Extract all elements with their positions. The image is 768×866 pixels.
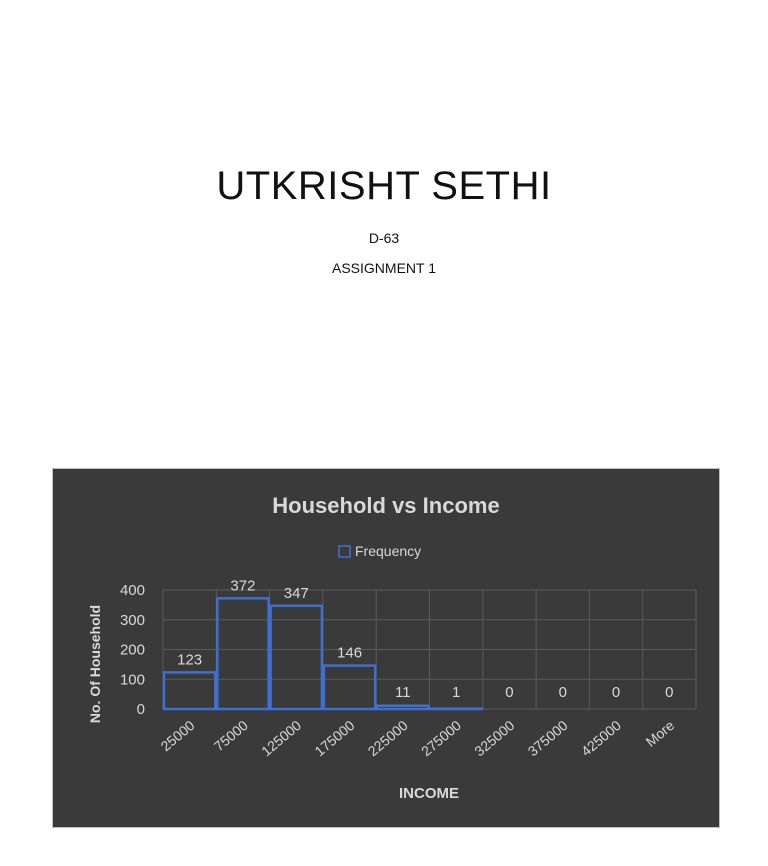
x-tick-label: 75000 bbox=[210, 717, 251, 755]
y-tick-label: 300 bbox=[119, 611, 145, 629]
x-tick-label: 275000 bbox=[418, 717, 465, 760]
roll-number: D-63 bbox=[368, 230, 400, 246]
author-name: UTKRISHT SETHI bbox=[216, 164, 552, 208]
histogram-bar bbox=[164, 672, 215, 709]
x-tick-label: 175000 bbox=[311, 717, 358, 760]
data-label: 0 bbox=[611, 684, 621, 701]
y-tick-label: 0 bbox=[136, 701, 145, 718]
data-label: 11 bbox=[395, 684, 411, 701]
x-tick-label: 225000 bbox=[364, 717, 411, 760]
data-label: 1 bbox=[451, 684, 461, 701]
y-ticks bbox=[120, 582, 145, 718]
data-label: 372 bbox=[230, 577, 256, 595]
data-label: 146 bbox=[337, 644, 363, 662]
data-label: 0 bbox=[665, 684, 674, 701]
data-label: 0 bbox=[505, 684, 514, 701]
x-axis-label: INCOME bbox=[399, 785, 459, 802]
x-ticks bbox=[157, 717, 677, 759]
data-label: 0 bbox=[558, 684, 567, 701]
x-tick-label: 325000 bbox=[471, 717, 518, 760]
x-tick-label: 425000 bbox=[577, 717, 624, 760]
chart-title: Household vs Income bbox=[272, 493, 500, 518]
x-tick-label: 375000 bbox=[524, 717, 571, 760]
x-tick-label: 125000 bbox=[258, 717, 305, 760]
legend bbox=[339, 543, 421, 559]
y-tick-label: 400 bbox=[119, 582, 145, 599]
histogram-chart bbox=[52, 468, 720, 828]
legend-swatch bbox=[339, 546, 350, 557]
data-label: 123 bbox=[177, 651, 203, 669]
legend-label: Frequency bbox=[355, 543, 422, 559]
chart-svg bbox=[53, 469, 721, 829]
x-tick-label: More bbox=[642, 717, 678, 750]
y-tick-label: 200 bbox=[119, 641, 145, 659]
data-labels bbox=[177, 577, 673, 701]
data-label: 347 bbox=[283, 584, 309, 602]
histogram-bar bbox=[217, 598, 268, 709]
x-tick-label: 25000 bbox=[157, 717, 198, 755]
histogram-bar bbox=[271, 606, 322, 709]
histogram-bar bbox=[324, 666, 375, 709]
y-tick-label: 100 bbox=[119, 671, 145, 689]
y-axis-label: No. Of Household bbox=[87, 604, 103, 724]
histogram-bar bbox=[377, 706, 428, 709]
assignment-title: ASSIGNMENT 1 bbox=[332, 260, 436, 276]
